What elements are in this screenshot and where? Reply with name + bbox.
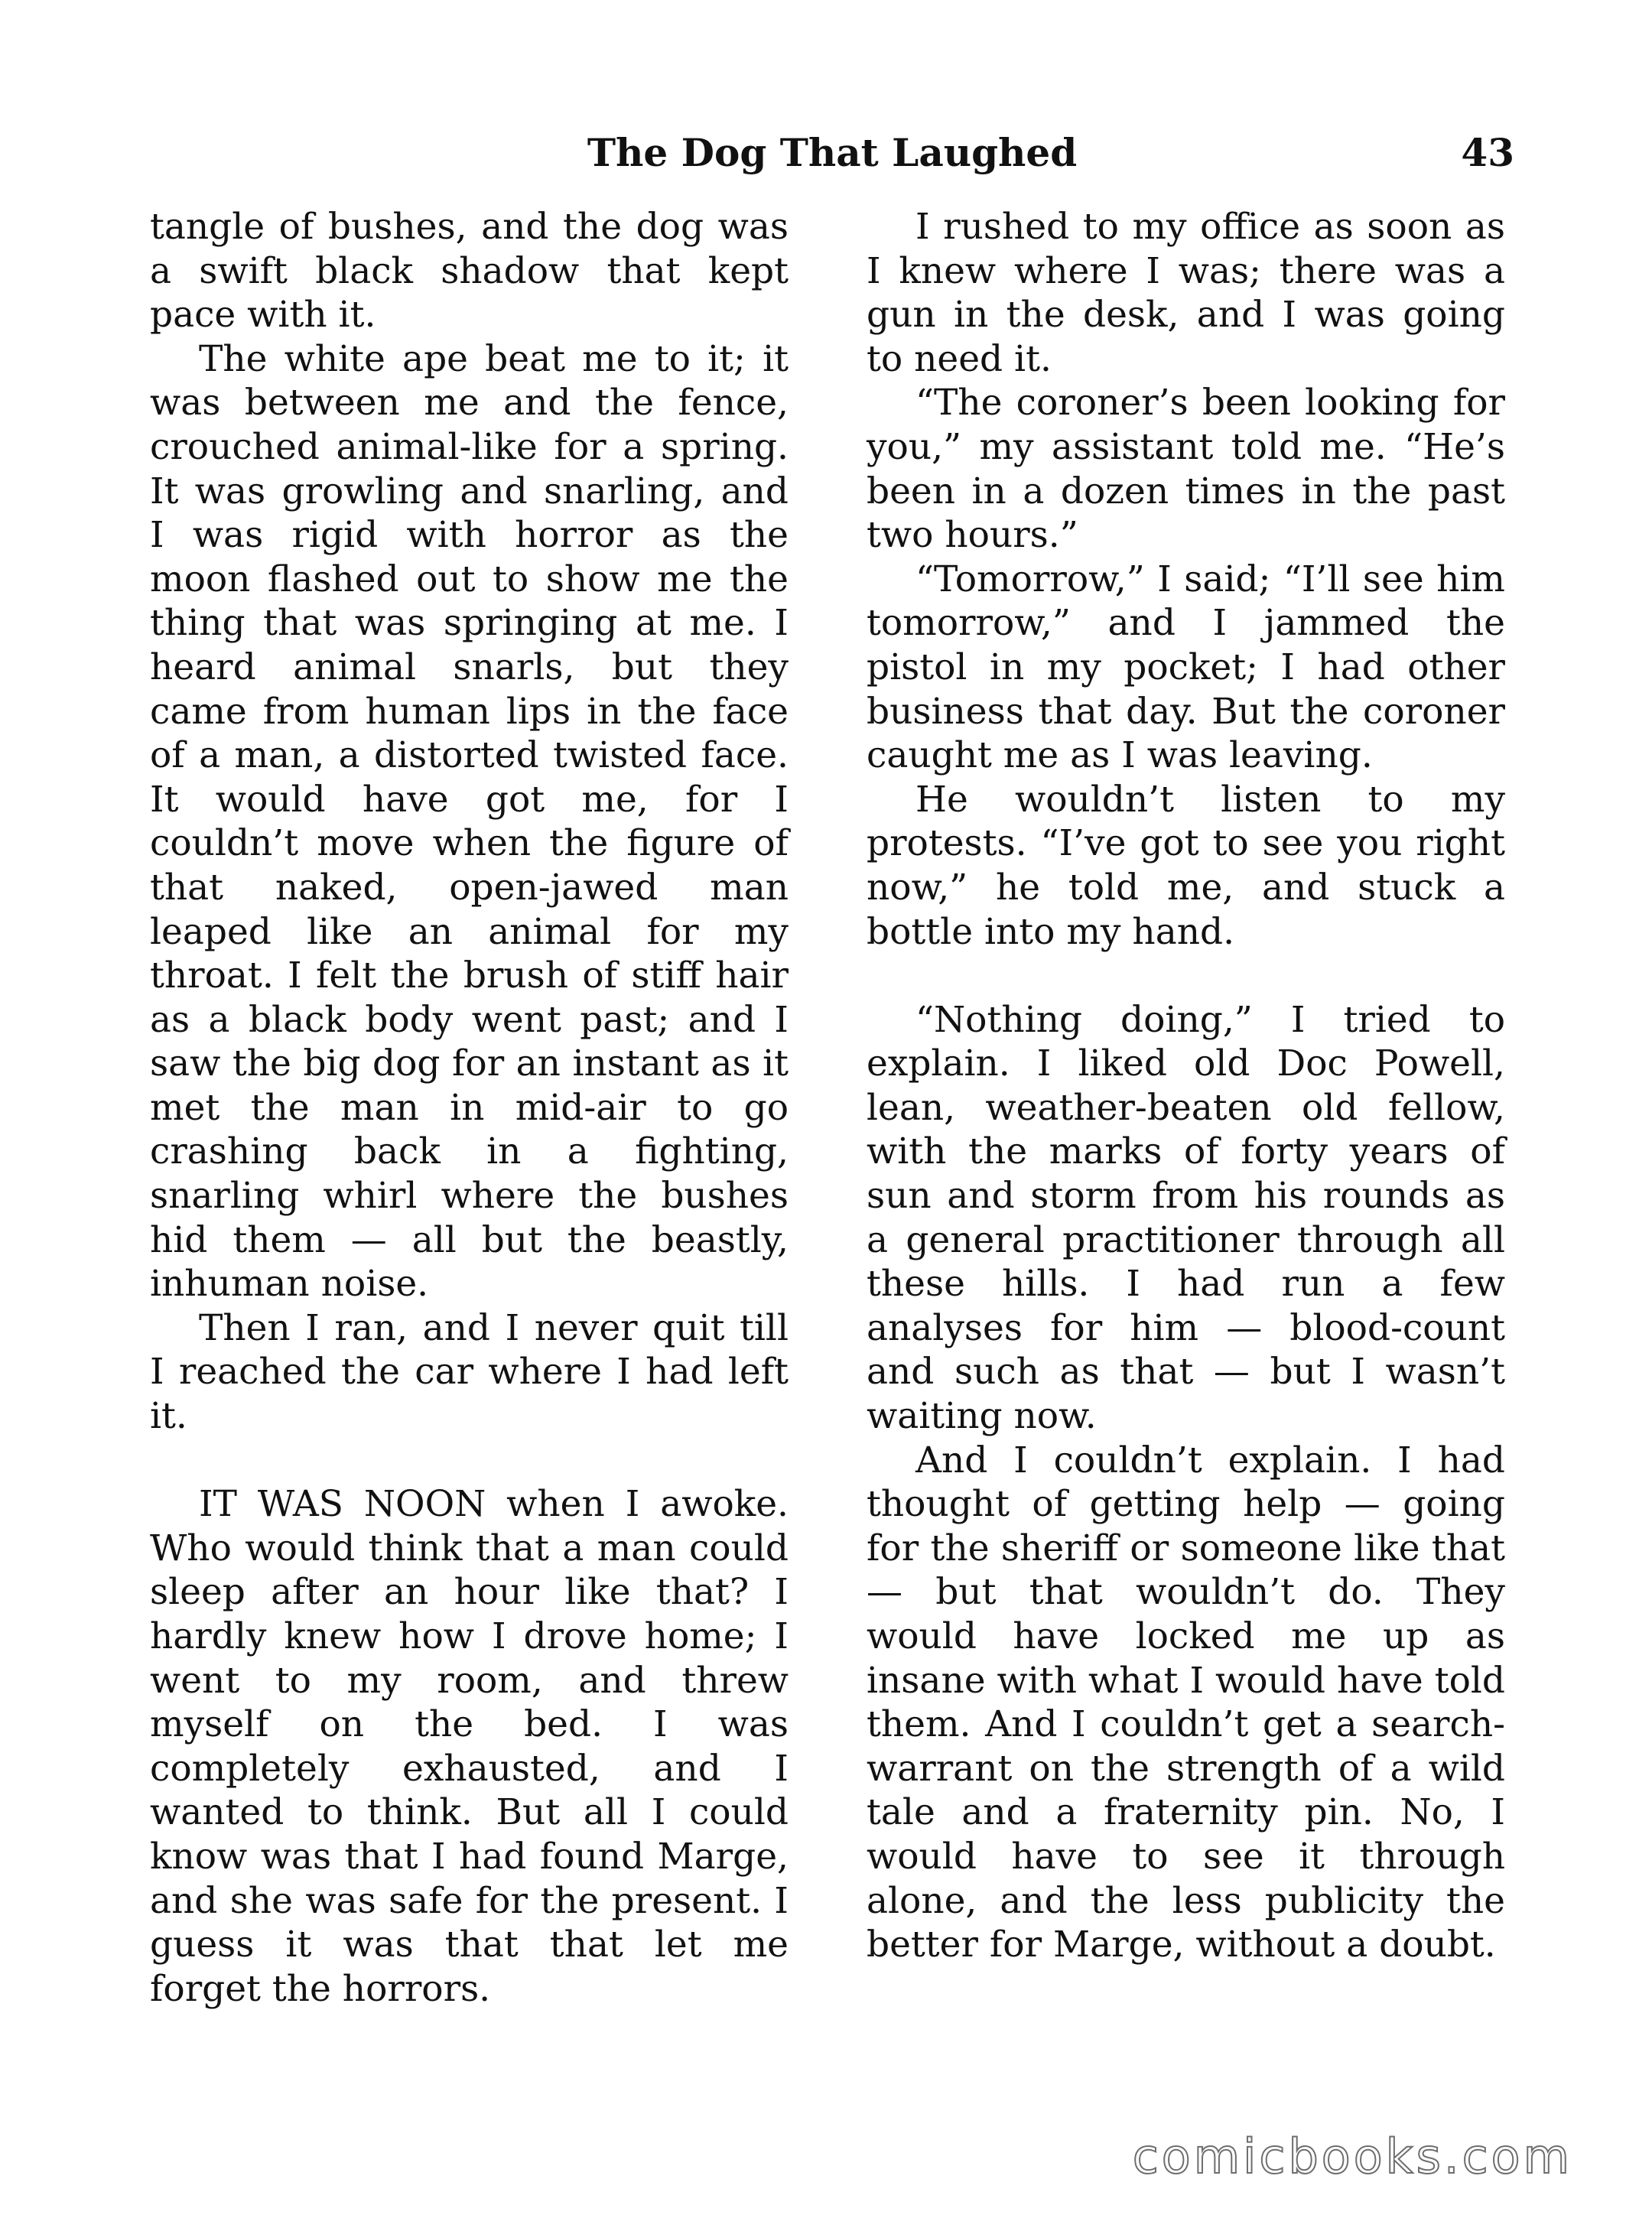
paragraph: And I couldn’t explain. I had thought of getting help — going for the sheriff or someone like that — but that wouldn’t do. They would have locked me up as insane with what I would have told them. And I couldn’t get a search-warrant on the strength of a wild tale and a fraternity pin. No, I would have to see it through alone, and the less publicity the better for Marge, without a doubt. xyxy=(867,1439,1505,1966)
page-header xyxy=(150,122,1514,184)
running-title: The Dog That Laughed xyxy=(587,130,1078,175)
paragraph: “Nothing doing,” I tried to explain. I liked old Doc Powell, lean, weather-beaten old fellow, with the marks of forty years of sun and storm from his rounds as a general practitioner through all these hills. I had run a few analyses for him — blood-count and such as that — but I wasn’t waiting now. xyxy=(867,998,1505,1438)
left-column xyxy=(150,205,789,2011)
page-number: 43 xyxy=(1461,130,1514,175)
section-opening-paragraph: IT WAS NOON when I awoke. Who would think that a man could sleep after an hour like that? I hardly knew how I drove home; I went to my room, and threw myself on the bed. I was completely exhausted, and I wanted to think. But all I could know was that I had found Marge, and she was safe for the present. I guess it was that that let me forget the horrors. xyxy=(150,1483,789,2010)
watermark: comicbooks.com xyxy=(1132,2129,1572,2184)
paragraph: The white ape beat me to it; it was between me and the fence, crouched animal-like for a spring. It was growling and snarling, and I was rigid with horror as the moon flashed out to show me the thing that was springing at me. I heard animal snarls, but they came from human lips in the face of a man, a distorted twisted face. It would have got me, for I couldn’t move when the figure of that naked, open-jawed man leaped like an animal for my throat. I felt the brush of stiff hair as a black body went past; and I saw the big dog for an instant as it met the man in mid-air to go crashing back in a fighting, snarling whirl where the bushes hid them — all but the beastly, inhuman noise. xyxy=(150,337,789,1306)
paragraph: “The coroner’s been looking for you,” my assistant told me. “He’s been in a dozen times in the past two hours.” xyxy=(867,382,1505,557)
paragraph: Then I ran, and I never quit till I reached the car where I had left it. xyxy=(150,1306,789,1438)
paragraph: tangle of bushes, and the dog was a swift black shadow that kept pace with it. xyxy=(150,206,789,337)
paragraph: “Tomorrow,” I said; “I’ll see him tomorrow,” and I jammed the pistol in my pocket; I had other business that day. But the coroner caught me as I was leaving. xyxy=(867,558,1505,777)
right-column xyxy=(867,205,1505,1967)
paragraph: He wouldn’t listen to my protests. “I’ve got to see you right now,” he told me, and stuck a bottle into my hand. xyxy=(867,778,1505,953)
paragraph: I rushed to my office as soon as I knew where I was; there was a gun in the desk, and I was going to need it. xyxy=(867,206,1505,380)
